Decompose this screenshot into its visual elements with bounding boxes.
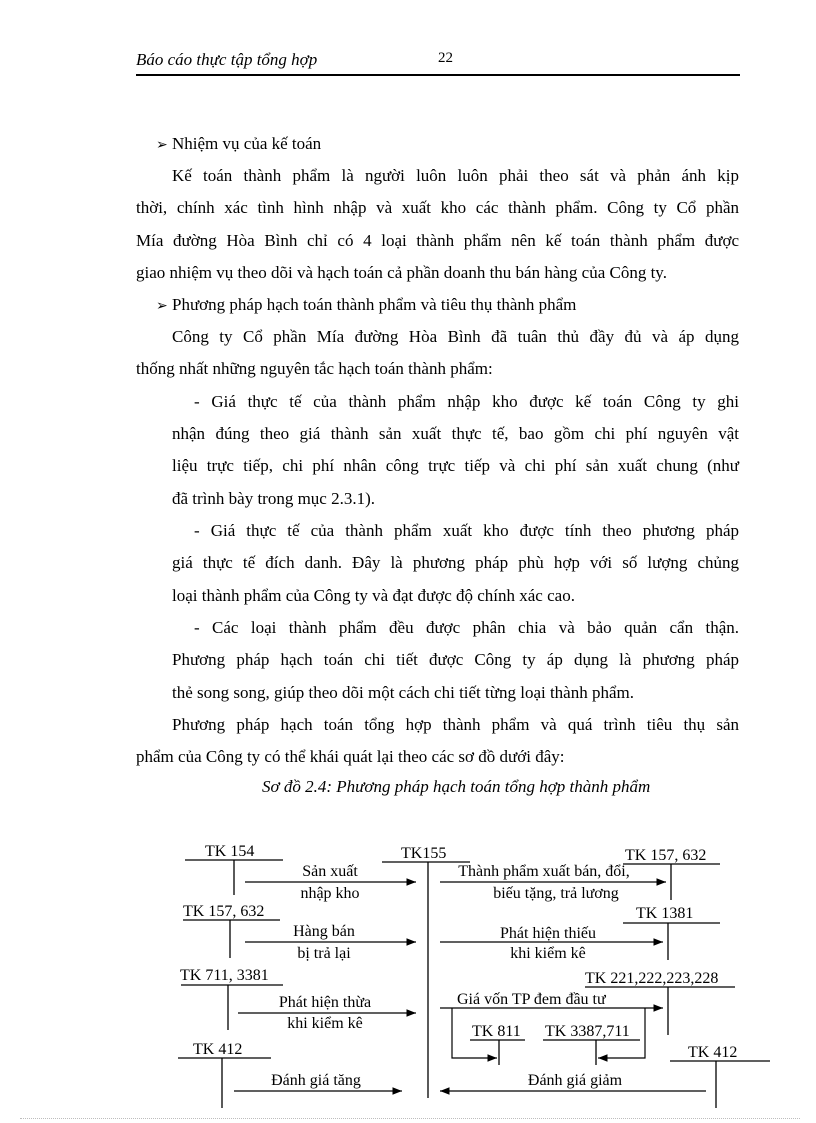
flow-thua-2: khi kiểm kê xyxy=(287,1015,363,1032)
flow-hang-ban-2: bị trả lại xyxy=(297,945,351,962)
flow-hang-ban-1: Hàng bán xyxy=(293,923,355,940)
para3-line2: phẩm của Công ty có thể khái quát lại theo các sơ đồ dưới đây: xyxy=(136,747,565,766)
flow-thua-1: Phát hiện thừa xyxy=(278,994,372,1011)
tk155-label: TK155 xyxy=(401,845,447,862)
para1-line1: Kế toán thành phẩm là người luôn luôn phải theo sát và phản ánh kịp xyxy=(172,166,739,185)
diagram-caption: Sơ đồ 2.4: Phương pháp hạch toán tổng hợp thành phẩm xyxy=(262,777,651,796)
list-item-2-line3: loại thành phẩm của Công ty và đạt được độ chính xác cao. xyxy=(172,586,575,605)
para2-line2: thống nhất những nguyên tắc hạch toán thành phẩm: xyxy=(136,359,493,378)
para1-line4: giao nhiệm vụ theo dõi và hạch toán cả phần doanh thu bán hàng của Công ty. xyxy=(136,263,667,282)
list-item-1-line4: đã trình bày trong mục 2.3.1). xyxy=(172,489,376,508)
flow-xuat-ban-1: Thành phẩm xuất bán, đổi, xyxy=(458,863,630,880)
flow-danh-gia-tang: Đánh giá tăng xyxy=(271,1072,361,1089)
arrow-bullet-icon: ➢ xyxy=(156,138,168,153)
flow-thieu-1: Phát hiện thiếu xyxy=(500,925,596,942)
flow-danh-gia-giam: Đánh giá giảm xyxy=(527,1072,623,1089)
bullet-text: Phương pháp hạch toán thành phẩm và tiêu thụ thành phẩm xyxy=(172,295,577,314)
para3-line1: Phương pháp hạch toán tổng hợp thành phẩm và quá trình tiêu thụ sản xyxy=(172,715,739,734)
tk157-right-label: TK 157, 632 xyxy=(625,847,707,864)
para1-line2: thời, chính xác tình hình nhập và xuất kho các thành phẩm. Công ty Cổ phần xyxy=(136,198,739,217)
report-title: Báo cáo thực tập tổng hợp xyxy=(136,50,318,69)
bullet-text: Nhiệm vụ của kế toán xyxy=(172,134,322,153)
flow-san-xuat-2: nhập kho xyxy=(300,885,360,902)
tk711-label: TK 711, 3381 xyxy=(180,967,269,984)
tk157-left-label: TK 157, 632 xyxy=(183,903,265,920)
flow-xuat-ban-2: biếu tặng, trả lương xyxy=(493,885,619,902)
para2-line1: Công ty Cổ phần Mía đường Hòa Bình đã tuân thủ đầy đủ và áp dụng xyxy=(172,327,739,346)
tk1381-label: TK 1381 xyxy=(636,905,694,922)
list-item-1-line2: nhận đúng theo giá thành sản xuất thực tế, bao gồm chi phí nguyên vật xyxy=(172,424,739,443)
tk412-left-label: TK 412 xyxy=(193,1041,243,1058)
arrow-bullet-icon: ➢ xyxy=(156,299,168,314)
list-item-3-line1: - Các loại thành phẩm đều được phân chia và bảo quản cẩn thận. xyxy=(194,618,739,637)
page-bottom-edge xyxy=(20,1118,800,1119)
para1-line3: Mía đường Hòa Bình chỉ có 4 loại thành phẩm nên kế toán thành phẩm được xyxy=(136,231,739,250)
list-item-1-line1: - Giá thực tế của thành phẩm nhập kho được kế toán Công ty ghi xyxy=(194,392,739,411)
list-item-2-line1: - Giá thực tế của thành phẩm xuất kho được tính theo phương pháp xyxy=(194,521,739,540)
tk3387-label: TK 3387,711 xyxy=(545,1023,630,1040)
flow-san-xuat-1: Sản xuất xyxy=(302,863,358,880)
page-number: 22 xyxy=(438,50,453,66)
tk221-label: TK 221,222,223,228 xyxy=(585,970,719,987)
list-item-1-line3: liệu trực tiếp, chi phí nhân công trực tiếp và chi phí sản xuất chung (như xyxy=(172,456,739,475)
tk811-label: TK 811 xyxy=(472,1023,521,1040)
list-item-3-line3: thẻ song song, giúp theo dõi một cách chi tiết từng loại thành phẩm. xyxy=(172,683,634,702)
list-item-3-line2: Phương pháp hạch toán chi tiết được Công ty áp dụng là phương pháp xyxy=(172,650,739,669)
tk412-right-label: TK 412 xyxy=(688,1044,738,1061)
flow-thieu-2: khi kiểm kê xyxy=(510,945,586,962)
flow-gia-von: Giá vốn TP đem đầu tư xyxy=(457,991,606,1008)
list-item-2-line2: giá thực tế đích danh. Đây là phương pháp phù hợp với số lượng chủng xyxy=(172,553,739,572)
tk154-label: TK 154 xyxy=(205,843,255,860)
